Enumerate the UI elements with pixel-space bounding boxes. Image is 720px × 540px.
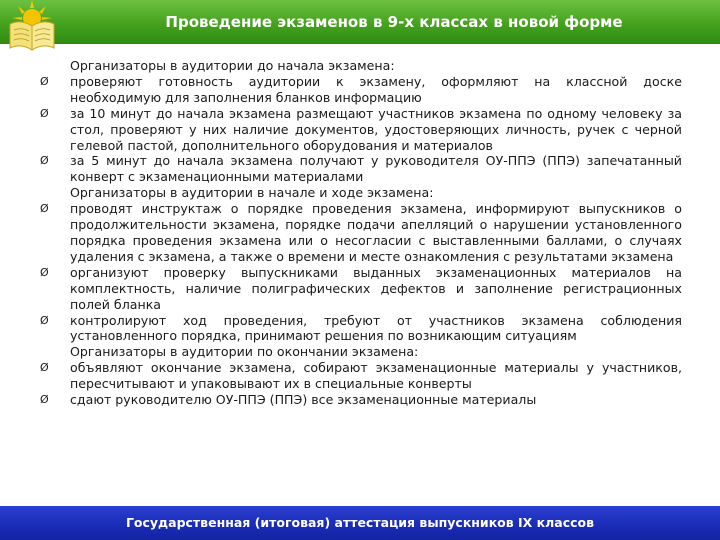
list-item-text: сдают руководителю ОУ-ППЭ (ППЭ) все экзаменационные материалы bbox=[70, 392, 537, 408]
bullet-arrow-icon: Ø bbox=[40, 202, 49, 216]
bullet-arrow-icon: Ø bbox=[40, 393, 49, 407]
list-item bbox=[40, 201, 682, 265]
list-item-text: за 10 минут до начала экзамена размещают участников экзамена по одному человеку за стол, проверяют у них наличие документов, удостоверяющих личность, ручек с черной гелевой пастой, дополнительного оборудования и материалов bbox=[70, 105, 682, 153]
footer-text: Государственная (итоговая) аттестация выпускников IX классов bbox=[125, 515, 595, 530]
bullet-arrow-icon: Ø bbox=[40, 106, 49, 120]
list-item bbox=[40, 360, 682, 392]
list-item-text: объявляют окончание экзамена, собирают экзаменационные материалы у участников, пересчитывают и упаковывают их в специальные конверты bbox=[70, 360, 682, 392]
list-item-text: контролируют ход проведения, требуют от участников экзамена соблюдения установленного порядка, принимают решения по возникающим ситуациям bbox=[70, 312, 682, 344]
list-item bbox=[40, 313, 682, 345]
bullet-arrow-icon: Ø bbox=[40, 74, 49, 88]
header-bar bbox=[0, 0, 720, 44]
section-heading-during-exam: Организаторы в аудитории в начале и ходе экзамена: bbox=[70, 185, 434, 201]
bullet-arrow-icon: Ø bbox=[40, 313, 49, 327]
list-item bbox=[40, 153, 682, 185]
list-item-text: организуют проверку выпускниками выданных экзаменационных материалов на комплектность, наличие полиграфических дефектов и заполнение регистрационных полей бланка bbox=[70, 264, 682, 312]
list-item bbox=[40, 106, 682, 154]
list-item-text: проверяют готовность аудитории к экзамену, оформляют на классной доске необходимую для заполнения бланков информацию bbox=[70, 73, 682, 105]
bullet-arrow-icon: Ø bbox=[40, 154, 49, 168]
section-heading-before-exam: Организаторы в аудитории до начала экзамена: bbox=[70, 58, 395, 73]
footer-bar bbox=[0, 506, 720, 540]
list-item bbox=[40, 74, 682, 106]
section-heading-after-exam: Организаторы в аудитории по окончании экзамена: bbox=[70, 344, 419, 360]
content-area bbox=[40, 58, 682, 408]
list-item-text: проводят инструктаж о порядке проведения экзамена, информируют выпускников о продолжительности экзамена, порядке подачи апелляций о нарушении установленного порядка проведения экзамена или о несогласии с выставленными баллами, о случаях удаления с экзамена, а также о времени и месте ознакомления с результатами экзамена bbox=[70, 201, 682, 264]
page-title: Проведение экзаменов в 9-х классах в новой форме bbox=[165, 13, 623, 31]
list-item bbox=[40, 392, 682, 408]
bullet-arrow-icon: Ø bbox=[40, 265, 49, 279]
bullet-arrow-icon: Ø bbox=[40, 361, 49, 375]
list-item bbox=[40, 265, 682, 313]
book-sun-logo-icon bbox=[4, 0, 60, 52]
list-item-text: за 5 минут до начала экзамена получают у руководителя ОУ-ППЭ (ППЭ) запечатанный конверт с экзаменационными материалами bbox=[70, 153, 682, 185]
